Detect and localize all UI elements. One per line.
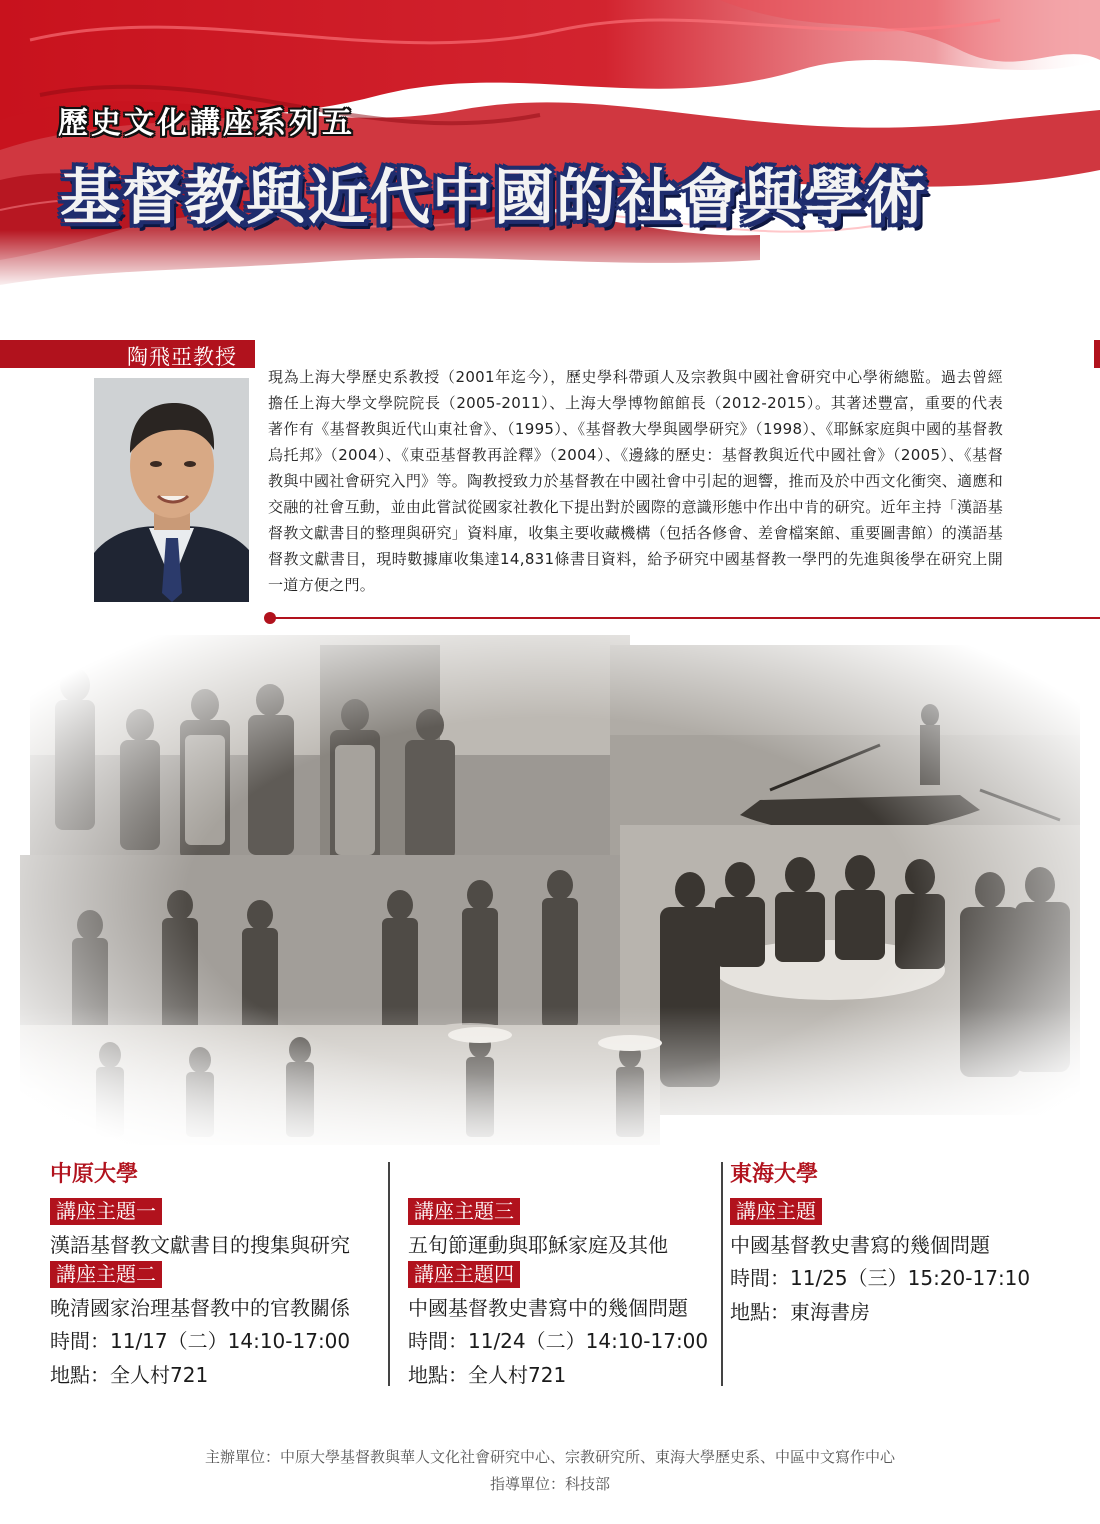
topic-label: 講座主題: [730, 1198, 822, 1225]
organizers: 主辦單位：中原大學基督教與華人文化社會研究中心、宗教研究所、東海大學歷史系、中區中文寫作中心: [204, 1448, 895, 1466]
university-name: 中原大學: [50, 1162, 139, 1187]
header-banner: [0, 0, 1100, 290]
lecture-time: 時間：11/25（三）15:20-17:10: [730, 1266, 1031, 1290]
university-name: 東海大學: [730, 1162, 819, 1187]
speaker-portrait: [94, 378, 249, 602]
topic-label: 講座主題二: [50, 1261, 162, 1288]
column-divider: [721, 1162, 723, 1386]
lecture-column-thu: [730, 1158, 1060, 1329]
topic-title: 中國基督教史書寫中的幾個問題: [408, 1296, 688, 1320]
lecture-column-cycu-second: [408, 1158, 713, 1392]
lecture-place: 地點：東海書房: [730, 1300, 870, 1324]
series-title: 歷史文化講座系列五: [58, 106, 355, 141]
right-accent-mark: [1094, 340, 1100, 368]
historical-photo-collage: [0, 625, 1100, 1170]
topic-title: 中國基督教史書寫的幾個問題: [730, 1233, 990, 1257]
speaker-name: 陶飛亞教授: [127, 345, 237, 369]
topic-label: 講座主題一: [50, 1198, 162, 1225]
topic-title: 晚清國家治理基督教中的官教關係: [50, 1296, 350, 1320]
lecture-time: 時間：11/24（二）14:10-17:00: [408, 1329, 709, 1353]
red-silk-background: [0, 0, 1100, 290]
bio-divider-line: [270, 617, 1100, 619]
supervisor: 指導單位：科技部: [489, 1475, 610, 1493]
column-divider: [388, 1162, 390, 1386]
topic-label: 講座主題四: [408, 1261, 520, 1288]
speaker-bio: 現為上海大學歷史系教授（2001年迄今），歷史學科帶頭人及宗教與中國社會研究中心學術總監。過去曾經擔任上海大學文學院院長（2005-2011）、上海大學博物館館長（2012-2015）。其著述豐富，重要的代表著作有《基督教與近代山東社會》、（1995）、《基督教大學與國學研究》（1998）、《耶穌家庭與中國的基督教烏托邦》（2004）、《東亞基督教再詮釋》（2004）、《邊緣的歷史：基督教與近代中國社會》（2005）、《基督教與中國社會研究入門》等。陶教授致力於基督教在中國社會中引起的迴響，推而及於中西文化衝突、適應和交融的社會互動，並由此嘗試從國家社教化下提出對於國際的意識形態中作出中肯的研究。近年主持「漢語基督教文獻書目的整理與研究」資料庫，收集主要收藏機構（包括各修會、差會檔案館、重要圖書館）的漢語基督教文獻書目，現時數據庫收集達14,831條書目資料，給予研究中國基督教一學門的先進與後學在研究上開一道方便之門。: [268, 368, 1003, 594]
speaker-name-bar: [0, 340, 255, 368]
university-name-spacer: [408, 1158, 713, 1192]
topic-title: 五旬節運動與耶穌家庭及其他: [408, 1233, 668, 1257]
bio-divider-dot: [264, 612, 276, 624]
footer: [0, 1444, 1100, 1498]
main-title: 基督教與近代中國的社會與學術: [60, 163, 928, 233]
lecture-column-cycu: [50, 1158, 380, 1392]
lecture-place: 地點：全人村721: [50, 1363, 209, 1387]
lecture-time: 時間：11/17（二）14:10-17:00: [50, 1329, 351, 1353]
lecture-place: 地點：全人村721: [408, 1363, 567, 1387]
topic-label: 講座主題三: [408, 1198, 520, 1225]
topic-title: 漢語基督教文獻書目的搜集與研究: [50, 1233, 350, 1257]
